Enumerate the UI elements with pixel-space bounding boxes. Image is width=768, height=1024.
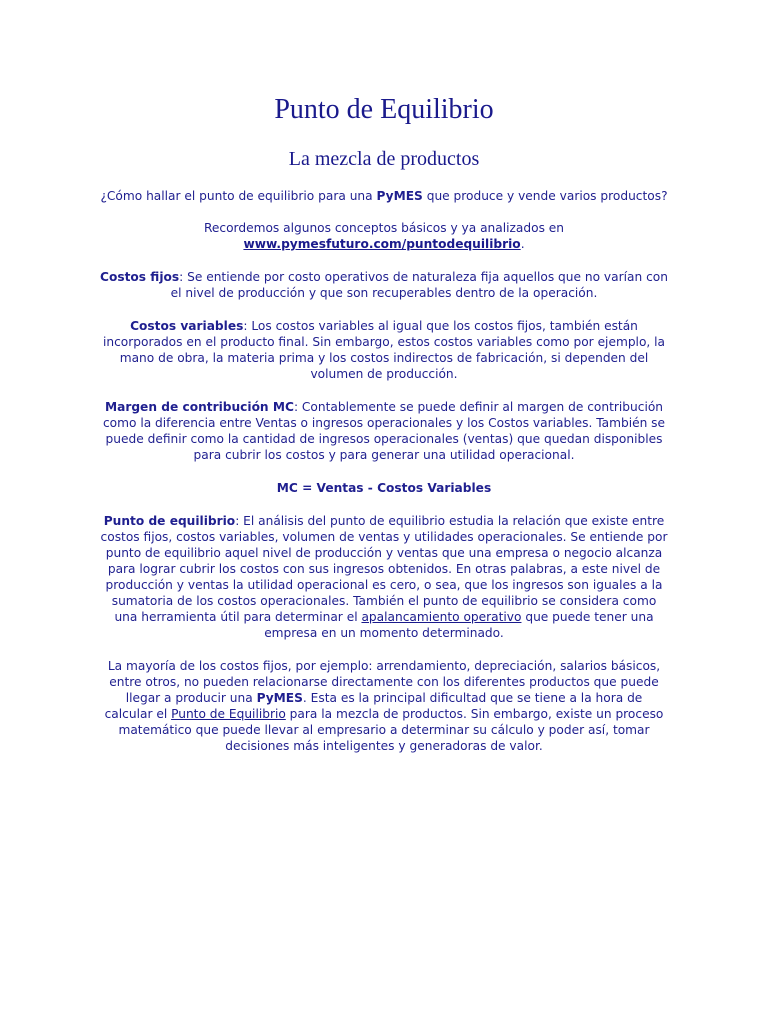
breakeven-text: : El análisis del punto de equilibrio estudia la relación que existe entre costos fijos, costos variables, volumen de ventas y utilidades operacionales. Se entiende por punto de equilibrio aquel nivel de producción y ventas que una empresa o negocio alcanza para lograr cubrir los costos con sus ingresos obtenidos. En otras palabras, a este nivel de producción y ventas la utilidad operacional es cero, o sea, que los ingresos son iguales a la sumatoria de los costos operacionales. También el punto de equilibrio se considera como una herramienta útil para determinar el — [100, 514, 668, 624]
document-content — [100, 92, 668, 754]
formula: MC = Ventas - Costos Variables — [276, 481, 492, 495]
majority-bold-pymes: PyMES — [256, 691, 303, 705]
recall-text: Recordemos algunos conceptos básicos y ya analizados en — [203, 221, 565, 235]
question-text-before: ¿Cómo hallar el punto de equilibrio para una — [100, 189, 377, 203]
breakeven-term: Punto de equilibrio — [103, 514, 236, 528]
fixed-costs-term: Costos fijos — [100, 270, 180, 284]
fixed-costs-paragraph — [100, 269, 668, 301]
page-subtitle: La mezcla de productos — [288, 148, 480, 170]
question-paragraph — [100, 188, 668, 204]
majority-text-3: para la mezcla de productos. Sin embargo, existe un proceso matemático que puede llevar al empresario a determinar su cálculo y poder así, tomar decisiones más inteligentes y generadoras de valor. — [118, 707, 664, 753]
fixed-costs-text: : Se entiende por costo operativos de naturaleza fija aquellos que no varían con el nivel de producción y que son recuperables dentro de la operación. — [170, 270, 668, 300]
majority-paragraph — [100, 658, 668, 754]
contribution-margin-term: Margen de contribución MC — [104, 400, 294, 414]
question-text-after: que produce y vende varios productos? — [422, 189, 668, 203]
pymesfuturo-link[interactable]: www.pymesfuturo.com/puntodequilibrio — [243, 237, 521, 251]
variable-costs-paragraph — [100, 318, 668, 382]
apalancamiento-operativo-link[interactable]: apalancamiento operativo — [361, 610, 522, 624]
punto-de-equilibrio-link[interactable]: Punto de Equilibrio — [171, 707, 286, 721]
variable-costs-text: : Los costos variables al igual que los costos fijos, también están incorporados en el producto final. Sin embargo, estos costos variables como por ejemplo, la mano de obra, la materia prima y los costos indirectos de fabricación, si dependen del volumen de producción. — [103, 319, 665, 381]
recall-paragraph — [100, 220, 668, 252]
breakeven-paragraph — [100, 513, 668, 641]
question-bold-pymes: PyMES — [376, 189, 423, 203]
contribution-margin-paragraph — [100, 399, 668, 463]
page-title: Punto de Equilibrio — [274, 94, 494, 125]
recall-text-after: . — [520, 237, 525, 251]
majority-text-1: La mayoría de los costos fijos, por ejemplo: arrendamiento, depreciación, salarios básicos, entre otros, no pueden relacionarse directamente con los diferentes productos que puede llegar a producir una — [107, 659, 661, 705]
breakeven-text-after: que puede tener una empresa en un momento determinado. — [264, 610, 654, 640]
majority-text-2: . Esta es la principal dificultad que se tiene a la hora de calcular el — [104, 691, 643, 721]
contribution-margin-text: : Contablemente se puede definir al margen de contribución como la diferencia entre Ventas o ingresos operacionales y los Costos variables. También se puede definir como la cantidad de ingresos operacionales (ventas) que quedan disponibles para cubrir los costos y para generar una utilidad operacional. — [102, 400, 666, 462]
variable-costs-term: Costos variables — [130, 319, 244, 333]
